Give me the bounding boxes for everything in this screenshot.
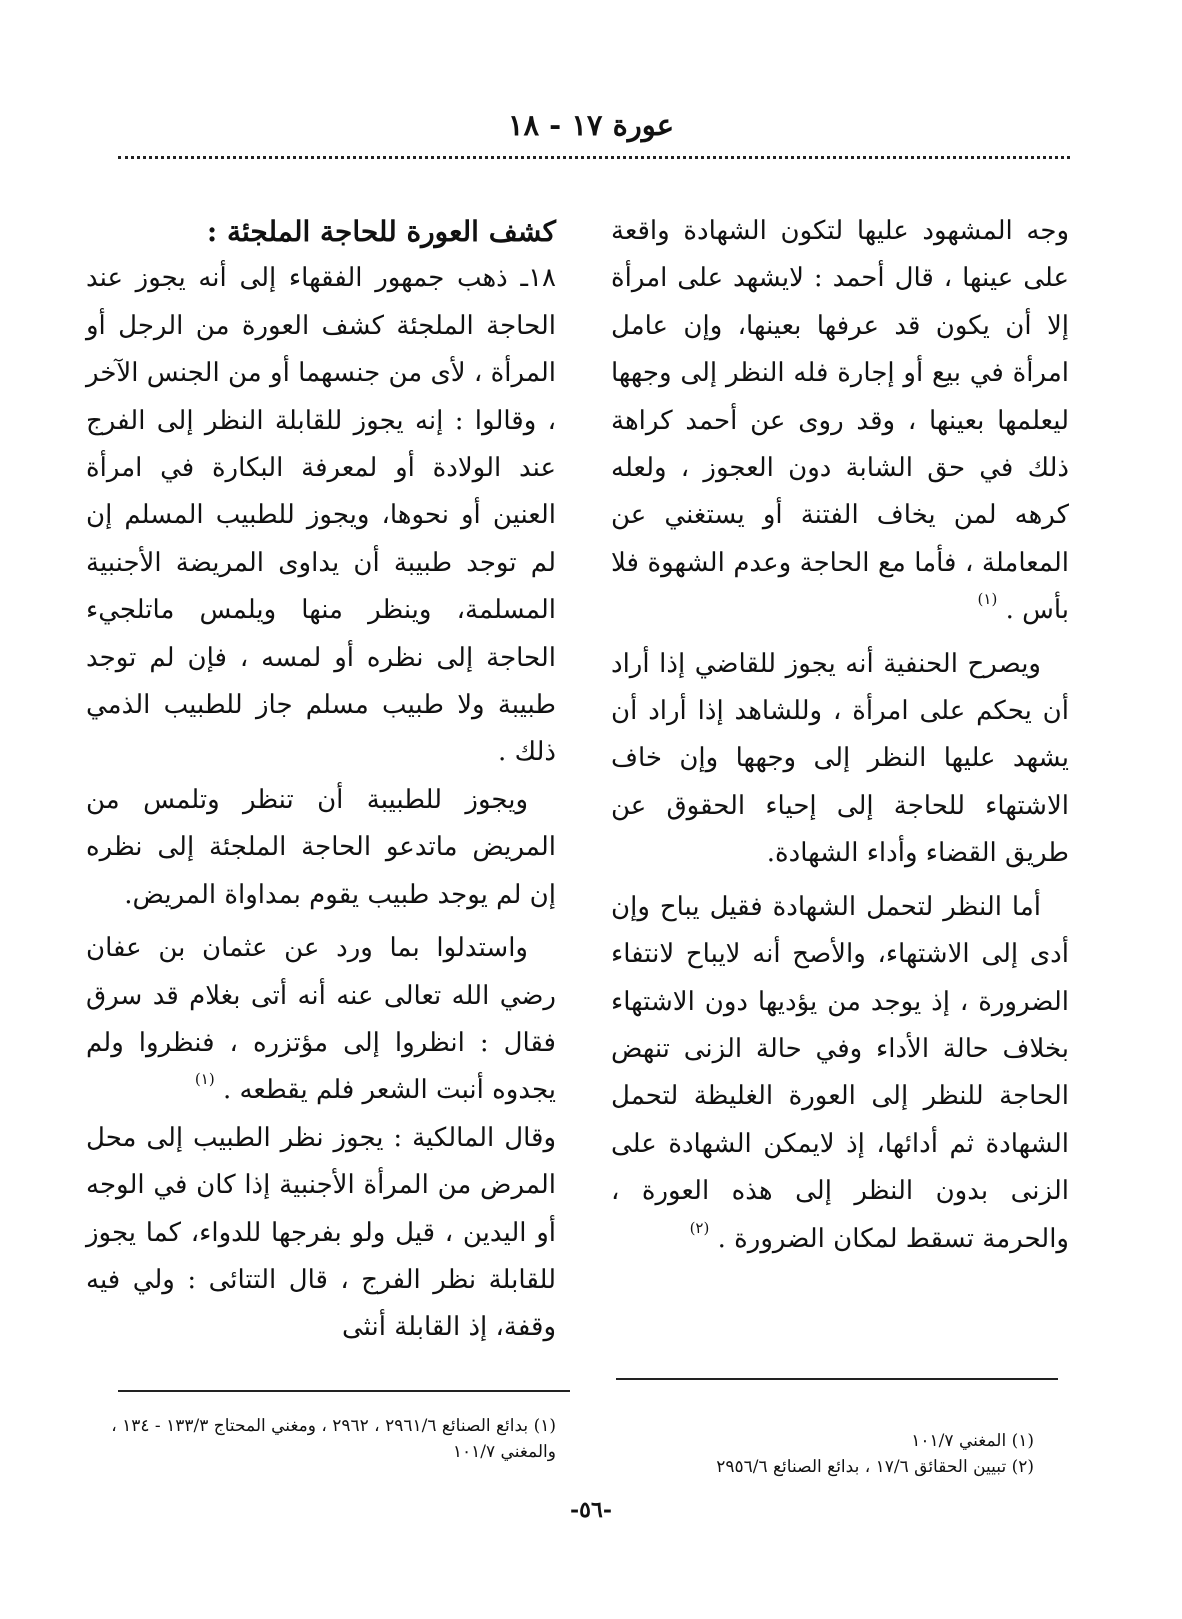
- right-paragraph-3: [611, 884, 1069, 1263]
- right-paragraph-1-text: وجه المشهود عليها لتكون الشهادة واقعة على عينها ، قال أحمد : لايشهد على امرأة إلا أن يكون قد عرفها بعينها، وإن عامل امرأة في بيع أو إجارة فله النظر إلى وجهها ليعلمها بعينها ، وقد روى عن أحمد كراهة ذلك في حق الشابة دون العجوز ، ولعله كرهه لمن يخاف الفتنة أو يستغني عن المعاملة ، فأما مع الحاجة وعدم الشهوة فلا بأس .: [611, 216, 1069, 626]
- left-column: [86, 208, 556, 1352]
- footnote-ref-1: (١): [977, 590, 998, 609]
- right-paragraph-2: ويصرح الحنفية أنه يجوز للقاضي إذا أراد أن يحكم على امرأة ، وللشاهد إذا أراد أن يشهد عليها النظر إلى وجهها وإن خاف الاشتهاء للحاجة إلى إحياء الحقوق عن طريق القضاء وأداء الشهادة.: [611, 648, 1069, 869]
- footnote-rule-left: [118, 1390, 570, 1392]
- footnote-ref-2: (٢): [689, 1218, 710, 1237]
- header-dotted-rule: [118, 156, 1070, 159]
- footnotes-left: [86, 1413, 556, 1465]
- right-paragraph-1: [611, 208, 1069, 635]
- page-number: -٥٦-: [570, 1497, 612, 1523]
- running-head: عورة ١٧ - ١٨: [507, 108, 675, 142]
- footnote-rule-right: [616, 1378, 1058, 1380]
- left-paragraph-1: ١٨ـ ذهب جمهور الفقهاء إلى أنه يجوز عند الحاجة الملجئة كشف العورة من الرجل أو المرأة ، لأى من جنسهما أو من الجنس الآخر ، وقالوا : إنه يجوز للقابلة النظر إلى الفرج عند الولادة أو لمعرفة البكارة في امرأة العنين أو نحوها، ويجوز للطبيب المسلم إن لم توجد طبيبة أن يداوى المريضة الأجنبية المسلمة، وينظر منها ويلمس ماتلجيء الحاجة إلى نظره أو لمسه ، فإن لم توجد طبيبة ولا طبيب مسلم جاز للطبيب الذمي ذلك .: [86, 263, 556, 768]
- footnote-ref-left-1: (١): [194, 1070, 215, 1089]
- footnotes-right: [604, 1428, 1034, 1480]
- right-paragraph-3-text: أما النظر لتحمل الشهادة فقيل يباح وإن أدى إلى الاشتهاء، والأصح أنه لايباح لانتفاء الضرورة ، إذ يوجد من يؤديها دون الاشتهاء بخلاف حالة الأداء وفي حالة الزنى تنهض الحاجة للنظر إلى العورة الغليظة لتحمل الشهادة ثم أدائها، إذ لايمكن الشهادة على الزنى بدون النظر إلى هذه العورة ، والحرمة تسقط لمكان الضرورة .: [611, 891, 1069, 1254]
- section-title: كشف العورة للحاجة الملجئة :: [206, 215, 556, 248]
- footnote-right-2: (٢) تبيين الحقائق ١٧/٦ ، بدائع الصنائع ٢٩٥٦/٦: [716, 1457, 1034, 1477]
- right-column: [611, 208, 1069, 1263]
- left-paragraph-3: [86, 925, 556, 1115]
- left-paragraph-2: ويجوز للطبيبة أن تنظر وتلمس من المريض ماتدعو الحاجة الملجئة إلى نظره إن لم يوجد طبيب يقوم بمداواة المريض.: [86, 784, 556, 910]
- footnote-right-1: (١) المغني ١٠١/٧: [911, 1431, 1034, 1451]
- left-paragraph-4: وقال المالكية : يجوز نظر الطبيب إلى محل المرض من المرأة الأجنبية إذا كان في الوجه أو اليدين ، قيل ولو بفرجها للدواء، كما يجوز للقابلة نظر الفرج ، قال التتائى : ولي فيه وقفة، إذ القابلة أنثى: [86, 1122, 556, 1343]
- footnote-left-1: (١) بدائع الصنائع ٢٩٦١/٦ ، ٢٩٦٢ ، ومغني المحتاج ١٣٣/٣ - ١٣٤ ، والمغني ١٠١/٧: [111, 1416, 556, 1462]
- left-paragraph-3-text: واستدلوا بما ورد عن عثمان بن عفان رضي الله تعالى عنه أنه أتى بغلام قد سرق فقال : انظروا إلى مؤتزره ، فنظروا ولم يجدوه أنبت الشعر فلم يقطعه .: [86, 933, 556, 1106]
